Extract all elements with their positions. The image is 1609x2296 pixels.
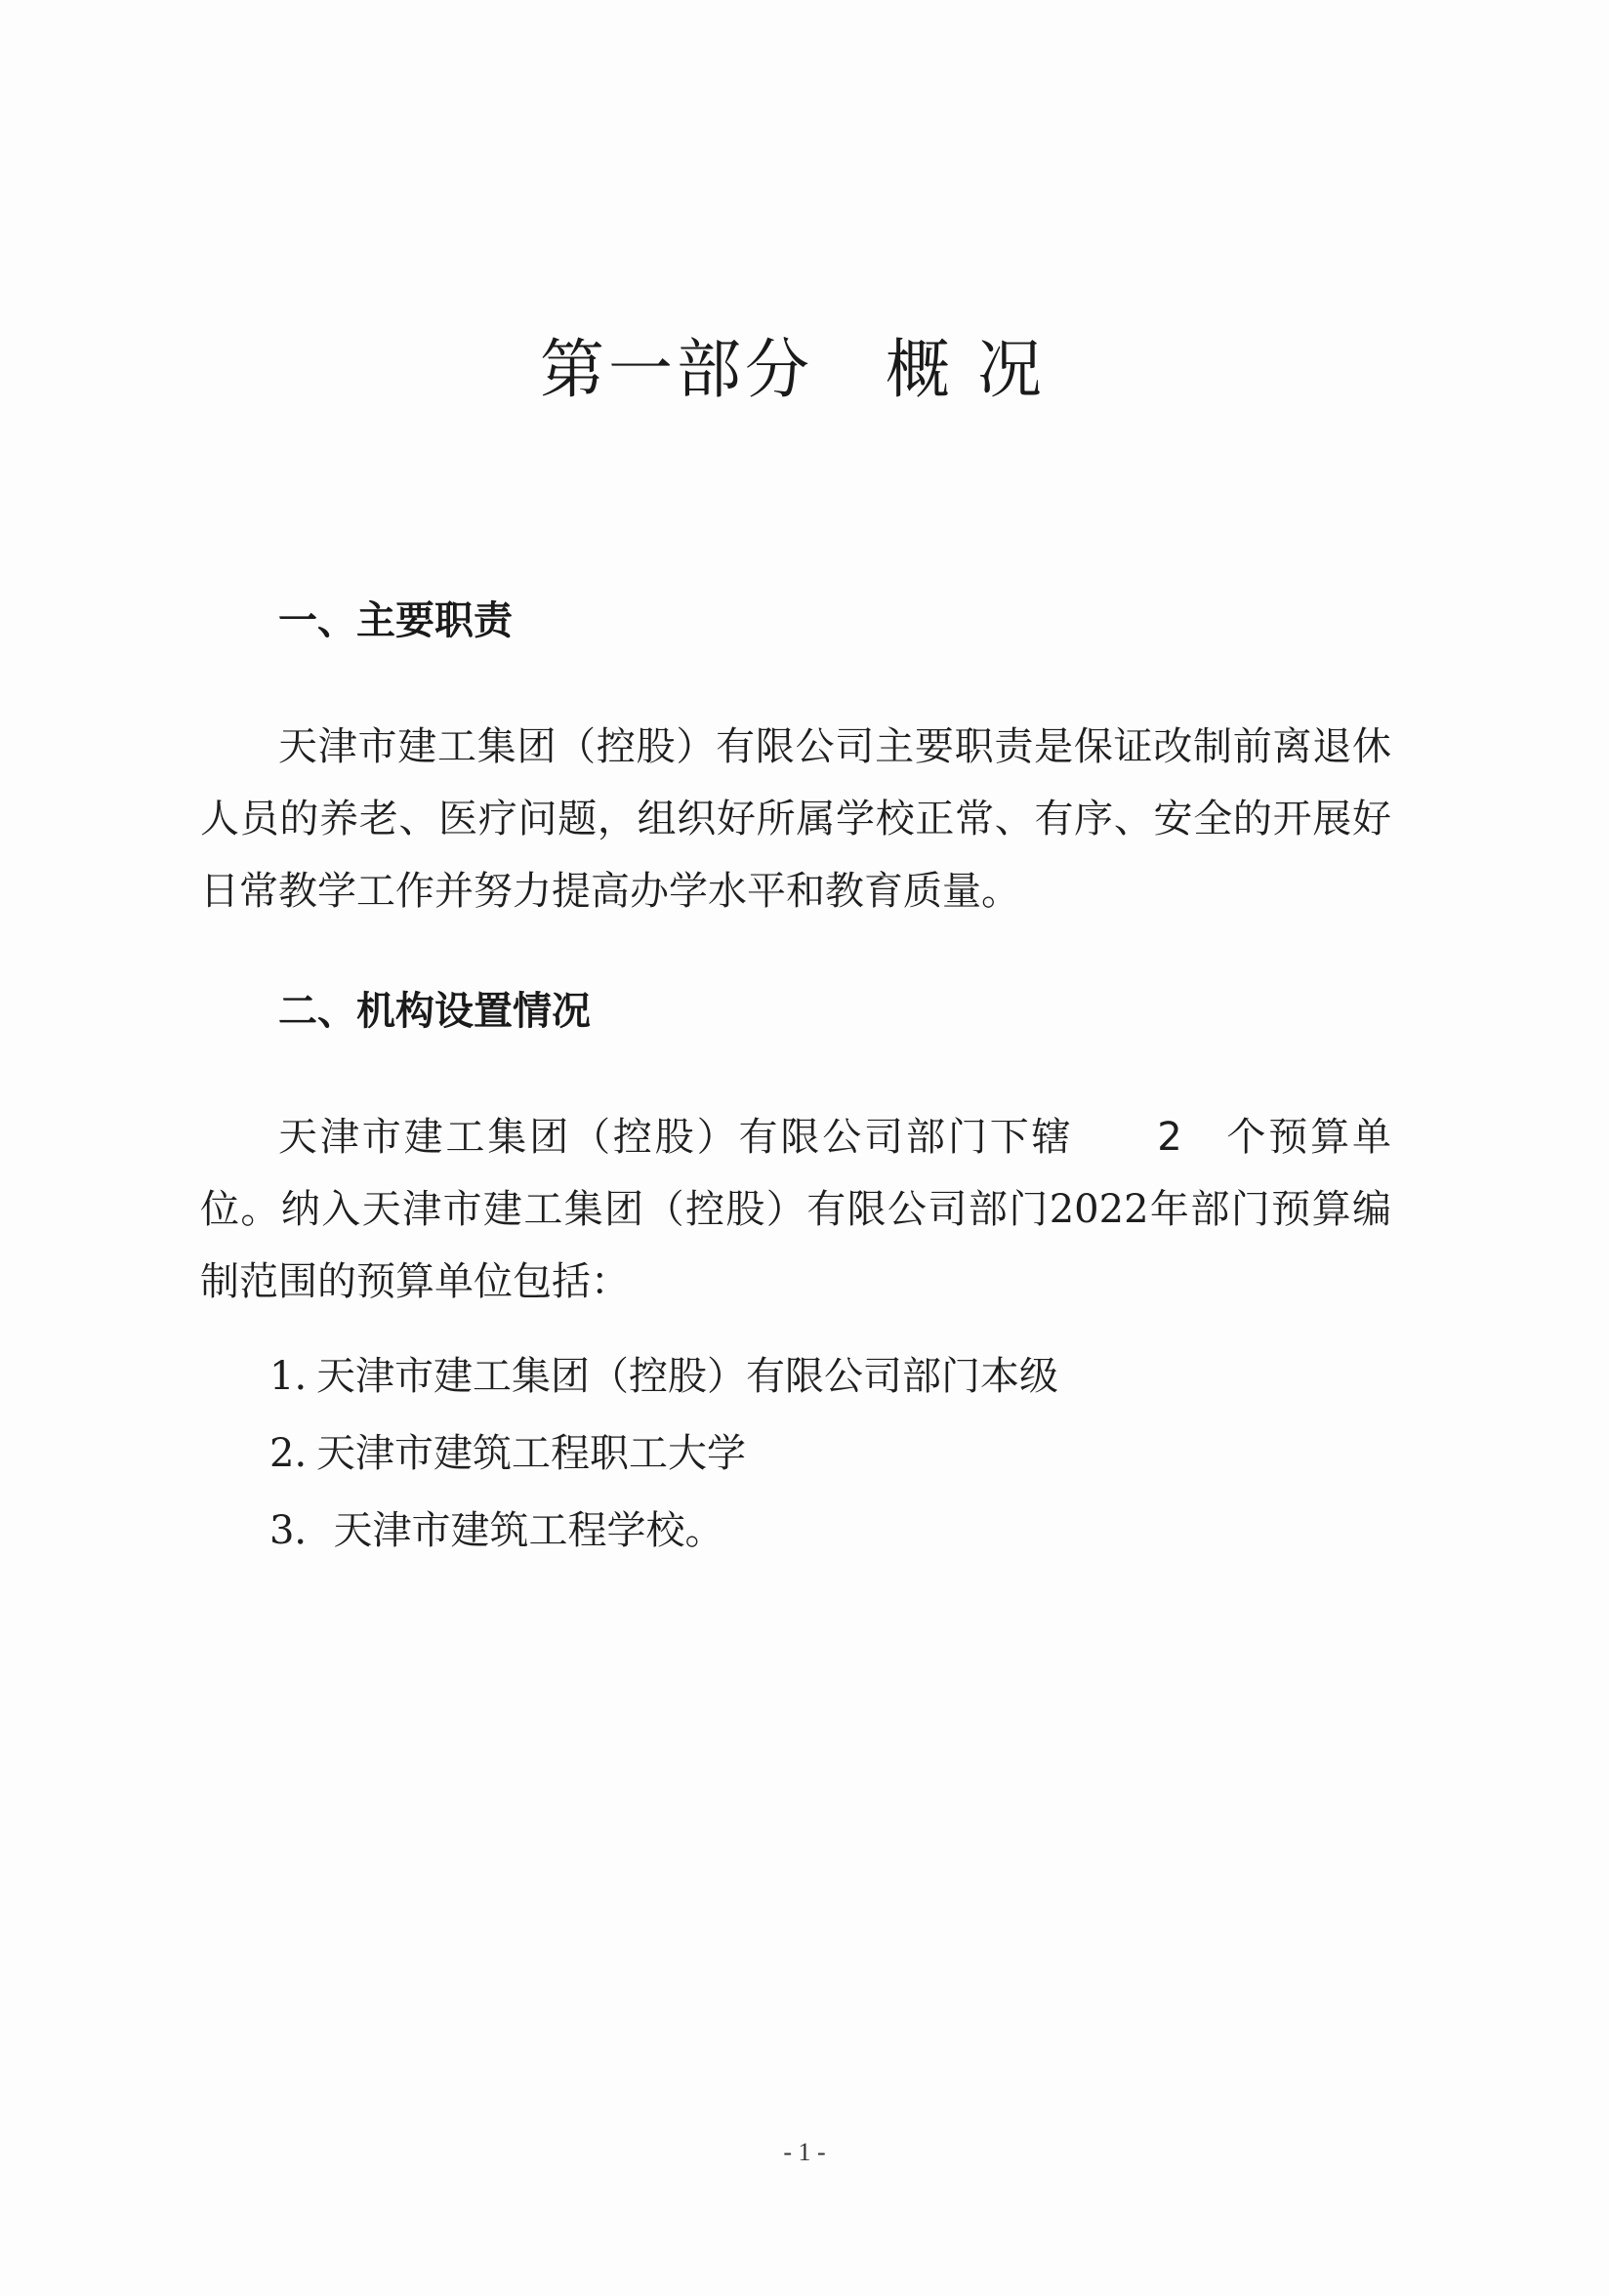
section-heading-responsibilities: 一、主要职责 xyxy=(278,598,513,643)
page-number: - 1 - xyxy=(783,2138,826,2166)
title-part: 第一部分 xyxy=(540,332,813,407)
list-item-number: 3． xyxy=(269,1508,334,1553)
section-heading-organization-text: 二、机构设置情况 xyxy=(278,989,591,1034)
list-item xyxy=(269,1349,1058,1404)
list-item-number: 1. xyxy=(269,1354,308,1399)
paragraph-organization-part1: 天津市建工集团（控股）有限公司部门下辖 2 个预算单位。纳入天津市建工集团（控股）有限公司部门 xyxy=(200,1115,1391,1232)
paragraph-responsibilities: 天津市建工集团（控股）有限公司主要职责是保证改制前离退休人员的养老、医疗问题，组织好所属学校正常、有序、安全的开展好日常教学工作并努力提高办学水平和教育质量。 xyxy=(200,724,1391,914)
budget-year: 2022 xyxy=(1049,1187,1149,1232)
section-heading-organization xyxy=(278,984,591,1039)
list-item-text: 天津市建工集团（控股）有限公司部门本级 xyxy=(316,1354,1058,1399)
list-item-text: 天津市建筑工程学校。 xyxy=(333,1508,724,1553)
title-name: 概况 xyxy=(886,332,1069,407)
paragraph-organization-part2: 年部门预算编制范围的预算单位包括： xyxy=(200,1187,1392,1304)
paragraph-organization xyxy=(200,1101,1391,1318)
page-title xyxy=(0,326,1609,414)
list-item-text: 天津市建筑工程职工大学 xyxy=(316,1431,746,1476)
list-item xyxy=(269,1426,746,1481)
list-item xyxy=(269,1503,723,1558)
list-item-number: 2. xyxy=(269,1431,308,1476)
